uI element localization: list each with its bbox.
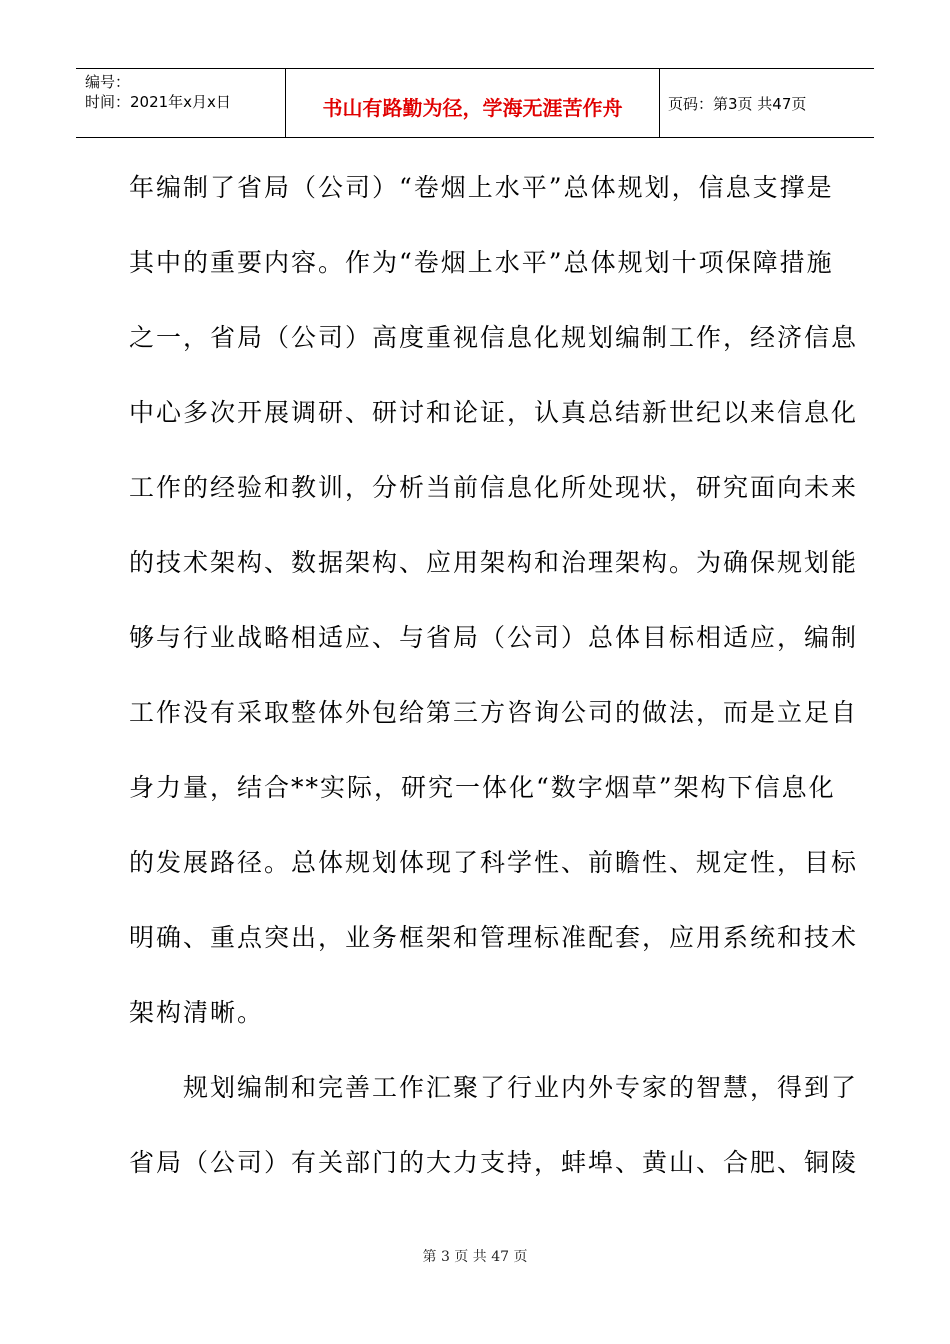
header-divider [659,69,660,137]
header-meta [85,72,231,112]
header-page-info: 页码：第3页 共47页 [668,95,807,113]
page-header [76,68,874,138]
body-line: 中心多次开展调研、研讨和论证，认真总结新世纪以来信息化 [129,398,859,427]
header-motto: 书山有路勤为径，学海无涯苦作舟 [322,96,623,120]
body-line: 的技术架构、数据架构、应用架构和治理架构。为确保规划能 [129,548,859,577]
body-line: 规划编制和完善工作汇聚了行业内外专家的智慧，得到了 [129,1073,859,1102]
document-date: 时间：2021年x月x日 [85,93,231,111]
body-line: 工作的经验和教训，分析当前信息化所处现状，研究面向未来 [129,473,859,502]
body-line: 明确、重点突出，业务框架和管理标准配套，应用系统和技术 [129,923,859,952]
body-line: 够与行业战略相适应、与省局（公司）总体目标相适应，编制 [129,623,859,652]
body-line: 的发展路径。总体规划体现了科学性、前瞻性、规定性，目标 [129,848,859,877]
body-line: 身力量，结合**实际，研究一体化“数字烟草”架构下信息化 [129,773,836,802]
body-line: 省局（公司）有关部门的大力支持，蚌埠、黄山、合肥、铜陵 [129,1148,859,1177]
document-number-label: 编号： [85,73,131,91]
page-footer: 第 3 页 共 47 页 [422,1249,528,1265]
body-line: 其中的重要内容。作为“卷烟上水平”总体规划十项保障措施 [129,248,834,277]
body-line: 之一，省局（公司）高度重视信息化规划编制工作，经济信息 [129,323,859,352]
body-line: 工作没有采取整体外包给第三方咨询公司的做法，而是立足自 [129,698,859,727]
body-line: 年编制了省局（公司）“卷烟上水平”总体规划，信息支撑是 [129,173,834,202]
document-body [129,150,859,1200]
body-line: 架构清晰。 [129,998,265,1027]
